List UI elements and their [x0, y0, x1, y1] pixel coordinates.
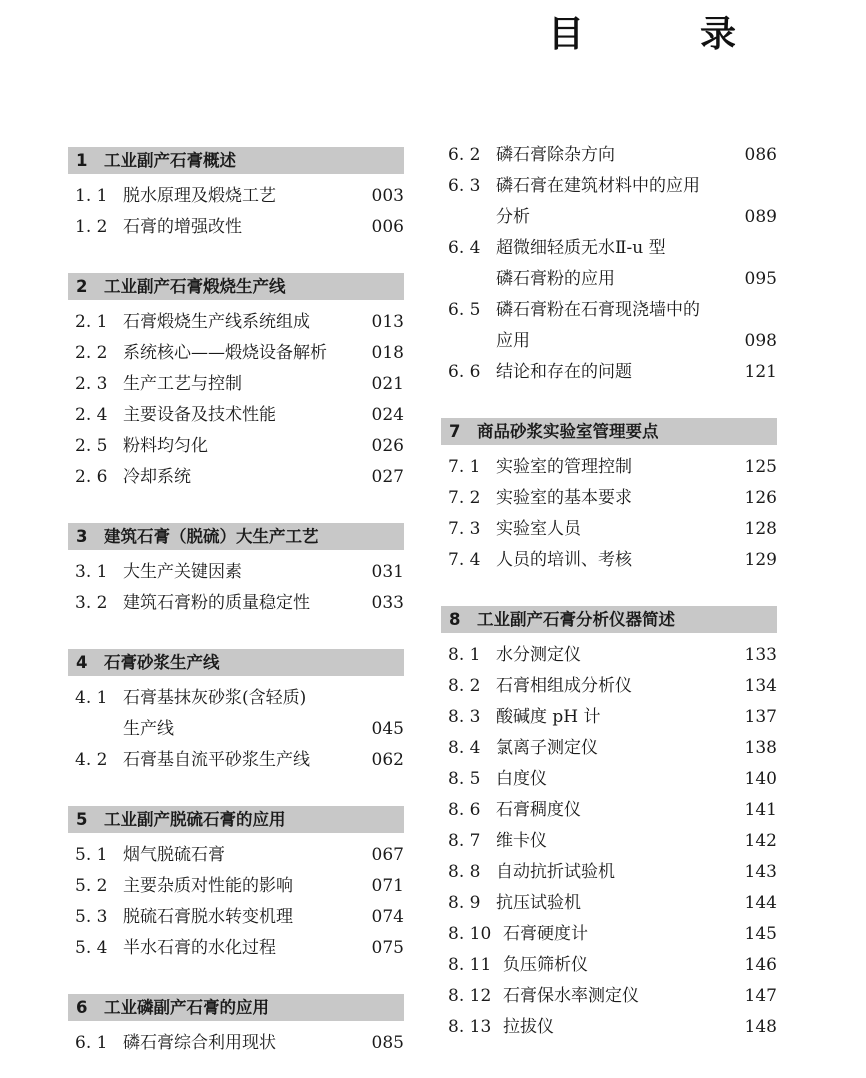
toc-entry[interactable] — [441, 171, 777, 233]
toc-entry[interactable] — [68, 181, 404, 212]
entry-number: 2. 3 — [75, 374, 108, 394]
entry-page-number: 062 — [371, 750, 404, 770]
entry-title: 磷石膏粉在石膏现浇墙中的 — [496, 300, 700, 320]
section-title: 工业磷副产石膏的应用 — [104, 998, 269, 1017]
entry-page-number: 006 — [371, 217, 404, 237]
entry-title: 磷石膏除杂方向 — [496, 145, 615, 165]
entry-title: 磷石膏在建筑材料中的应用 — [496, 176, 700, 196]
section-title: 工业副产石膏煅烧生产线 — [104, 277, 286, 296]
toc-entry[interactable] — [441, 733, 777, 764]
entry-number: 7. 3 — [448, 519, 481, 539]
entry-number: 3. 2 — [75, 593, 108, 613]
entry-title: 石膏保水率测定仪 — [503, 986, 639, 1006]
toc-entry[interactable] — [68, 745, 404, 776]
toc-entry[interactable] — [441, 233, 777, 295]
section-heading — [68, 273, 404, 300]
entry-title: 生产线 — [123, 719, 174, 739]
entry-page-number: 071 — [371, 876, 404, 896]
section-title: 商品砂浆实验室管理要点 — [477, 422, 659, 441]
entry-number: 2. 6 — [75, 467, 108, 487]
entry-number: 6. 2 — [448, 145, 481, 165]
entry-number: 8. 6 — [448, 800, 481, 820]
entry-title: 拉拔仪 — [503, 1017, 554, 1037]
toc-entry[interactable] — [441, 514, 777, 545]
entry-number: 8. 4 — [448, 738, 481, 758]
entry-number: 8. 12 — [448, 986, 492, 1006]
entry-number: 8. 9 — [448, 893, 481, 913]
toc-entry[interactable] — [441, 452, 777, 483]
entry-number: 8. 1 — [448, 645, 481, 665]
entry-page-number: 143 — [744, 862, 777, 882]
toc-entry[interactable] — [68, 212, 404, 243]
section-title: 工业副产石膏概述 — [104, 151, 236, 170]
entry-title: 脱水原理及煅烧工艺 — [123, 186, 276, 206]
section-number: 3 — [76, 527, 88, 546]
entry-title: 脱硫石膏脱水转变机理 — [123, 907, 293, 927]
toc-entry[interactable] — [441, 950, 777, 981]
entry-number: 6. 3 — [448, 176, 481, 196]
entry-page-number: 146 — [744, 955, 777, 975]
section-heading — [68, 523, 404, 550]
toc-entry[interactable] — [441, 671, 777, 702]
entry-page-number: 125 — [744, 457, 777, 477]
entry-title: 石膏相组成分析仪 — [496, 676, 632, 696]
toc-entry[interactable] — [68, 462, 404, 493]
entry-number: 4. 2 — [75, 750, 108, 770]
entry-page-number: 013 — [371, 312, 404, 332]
entry-page-number: 142 — [744, 831, 777, 851]
entry-page-number: 129 — [744, 550, 777, 570]
section-heading — [68, 806, 404, 833]
section-number: 5 — [76, 810, 88, 829]
entry-page-number: 095 — [744, 269, 777, 289]
entry-page-number: 033 — [371, 593, 404, 613]
entry-title: 分析 — [496, 207, 530, 227]
entry-title: 结论和存在的问题 — [496, 362, 632, 382]
entry-title: 石膏稠度仪 — [496, 800, 581, 820]
toc-entry[interactable] — [441, 483, 777, 514]
entry-title: 磷石膏粉的应用 — [496, 269, 615, 289]
section-title: 工业副产石膏分析仪器简述 — [477, 610, 675, 629]
entry-page-number: 147 — [744, 986, 777, 1006]
toc-entry[interactable] — [441, 826, 777, 857]
section-number: 7 — [449, 422, 461, 441]
entry-page-number: 140 — [744, 769, 777, 789]
entry-title: 大生产关键因素 — [123, 562, 242, 582]
toc-entry[interactable] — [68, 840, 404, 871]
entry-number: 5. 4 — [75, 938, 108, 958]
entry-number: 8. 3 — [448, 707, 481, 727]
entry-title: 主要杂质对性能的影响 — [123, 876, 293, 896]
entry-number: 6. 1 — [75, 1033, 108, 1053]
toc-entry[interactable] — [441, 1012, 777, 1043]
entry-number: 8. 11 — [448, 955, 492, 975]
entry-title: 烟气脱硫石膏 — [123, 845, 225, 865]
entry-number: 2. 1 — [75, 312, 108, 332]
entry-number: 8. 2 — [448, 676, 481, 696]
entry-page-number: 027 — [371, 467, 404, 487]
toc-entry[interactable] — [68, 1028, 404, 1059]
toc-entry[interactable] — [441, 295, 777, 357]
entry-number: 7. 1 — [448, 457, 481, 477]
entry-page-number: 138 — [744, 738, 777, 758]
toc-entry[interactable] — [68, 683, 404, 745]
entry-number: 6. 4 — [448, 238, 481, 258]
entry-number: 6. 6 — [448, 362, 481, 382]
toc-entry[interactable] — [441, 140, 777, 171]
section-heading — [68, 994, 404, 1021]
toc-entry[interactable] — [441, 919, 777, 950]
entry-title: 人员的培训、考核 — [496, 550, 632, 570]
section-heading — [68, 649, 404, 676]
entry-number: 5. 2 — [75, 876, 108, 896]
toc-entry[interactable] — [68, 338, 404, 369]
entry-title: 酸碱度 pH 计 — [496, 707, 601, 727]
entry-page-number: 018 — [371, 343, 404, 363]
entry-title: 生产工艺与控制 — [123, 374, 242, 394]
entry-page-number: 067 — [371, 845, 404, 865]
entry-number: 8. 8 — [448, 862, 481, 882]
toc-entry[interactable] — [441, 795, 777, 826]
entry-page-number: 085 — [371, 1033, 404, 1053]
toc-entry[interactable] — [441, 888, 777, 919]
entry-title: 磷石膏综合利用现状 — [123, 1033, 276, 1053]
entry-title: 主要设备及技术性能 — [123, 405, 276, 425]
entry-number: 1. 1 — [75, 186, 108, 206]
section-number: 4 — [76, 653, 88, 672]
toc-entry[interactable] — [68, 557, 404, 588]
toc-entry[interactable] — [441, 640, 777, 671]
toc-left-column — [68, 140, 404, 1059]
entry-page-number: 089 — [744, 207, 777, 227]
entry-number: 6. 5 — [448, 300, 481, 320]
entry-number: 8. 5 — [448, 769, 481, 789]
entry-title: 白度仪 — [496, 769, 547, 789]
section-number: 1 — [76, 151, 88, 170]
entry-number: 3. 1 — [75, 562, 108, 582]
page-title: 目 录 — [547, 14, 776, 55]
toc-entry[interactable] — [441, 545, 777, 576]
entry-number: 7. 2 — [448, 488, 481, 508]
entry-title: 石膏硬度计 — [503, 924, 588, 944]
entry-title: 氯离子测定仪 — [496, 738, 598, 758]
entry-title: 实验室的管理控制 — [496, 457, 632, 477]
toc-entry[interactable] — [441, 357, 777, 388]
entry-page-number: 086 — [744, 145, 777, 165]
entry-page-number: 024 — [371, 405, 404, 425]
entry-number: 1. 2 — [75, 217, 108, 237]
entry-number: 2. 5 — [75, 436, 108, 456]
toc-entry[interactable] — [68, 369, 404, 400]
entry-number: 8. 13 — [448, 1017, 492, 1037]
entry-title: 抗压试验机 — [496, 893, 581, 913]
entry-page-number: 075 — [371, 938, 404, 958]
entry-page-number: 003 — [371, 186, 404, 206]
toc-entry[interactable] — [68, 400, 404, 431]
entry-page-number: 126 — [744, 488, 777, 508]
entry-number: 8. 10 — [448, 924, 492, 944]
toc-entry[interactable] — [68, 431, 404, 462]
section-title: 建筑石膏（脱硫）大生产工艺 — [104, 527, 319, 546]
entry-number: 8. 7 — [448, 831, 481, 851]
toc-entry[interactable] — [68, 307, 404, 338]
entry-page-number: 134 — [744, 676, 777, 696]
entry-page-number: 128 — [744, 519, 777, 539]
entry-number: 4. 1 — [75, 688, 108, 708]
entry-title: 水分测定仪 — [496, 645, 581, 665]
entry-title: 实验室的基本要求 — [496, 488, 632, 508]
entry-title: 冷却系统 — [123, 467, 191, 487]
entry-title: 石膏基自流平砂浆生产线 — [123, 750, 310, 770]
section-number: 8 — [449, 610, 461, 629]
entry-number: 5. 3 — [75, 907, 108, 927]
entry-page-number: 031 — [371, 562, 404, 582]
entry-page-number: 021 — [371, 374, 404, 394]
entry-title: 粉料均匀化 — [123, 436, 208, 456]
toc-entry[interactable] — [441, 981, 777, 1012]
toc-entry[interactable] — [441, 857, 777, 888]
entry-title: 负压筛析仪 — [503, 955, 588, 975]
entry-title: 建筑石膏粉的质量稳定性 — [123, 593, 310, 613]
entry-title: 自动抗折试验机 — [496, 862, 615, 882]
entry-page-number: 141 — [744, 800, 777, 820]
entry-number: 2. 2 — [75, 343, 108, 363]
entry-page-number: 144 — [744, 893, 777, 913]
entry-title: 系统核心——煅烧设备解析 — [123, 343, 327, 363]
entry-page-number: 074 — [371, 907, 404, 927]
entry-number: 5. 1 — [75, 845, 108, 865]
toc-entry[interactable] — [68, 588, 404, 619]
toc-entry[interactable] — [441, 764, 777, 795]
toc-entry[interactable] — [68, 933, 404, 964]
entry-number: 7. 4 — [448, 550, 481, 570]
entry-page-number: 045 — [371, 719, 404, 739]
entry-page-number: 098 — [744, 331, 777, 351]
entry-page-number: 137 — [744, 707, 777, 727]
entry-title: 半水石膏的水化过程 — [123, 938, 276, 958]
toc-entry[interactable] — [441, 702, 777, 733]
entry-page-number: 133 — [744, 645, 777, 665]
toc-right-column — [441, 140, 777, 1043]
toc-entry[interactable] — [68, 871, 404, 902]
entry-number: 2. 4 — [75, 405, 108, 425]
section-heading — [441, 418, 777, 445]
entry-title: 维卡仪 — [496, 831, 547, 851]
entry-title: 石膏煅烧生产线系统组成 — [123, 312, 310, 332]
entry-page-number: 026 — [371, 436, 404, 456]
section-number: 2 — [76, 277, 88, 296]
section-heading — [441, 606, 777, 633]
entry-page-number: 121 — [744, 362, 777, 382]
entry-title: 实验室人员 — [496, 519, 581, 539]
section-number: 6 — [76, 998, 88, 1017]
toc-entry[interactable] — [68, 902, 404, 933]
entry-title: 应用 — [496, 331, 530, 351]
section-title: 工业副产脱硫石膏的应用 — [104, 810, 286, 829]
entry-title: 超微细轻质无水Ⅱ-u 型 — [496, 238, 666, 258]
section-heading — [68, 147, 404, 174]
entry-page-number: 148 — [744, 1017, 777, 1037]
entry-page-number: 145 — [744, 924, 777, 944]
entry-title: 石膏基抹灰砂浆(含轻质) — [123, 688, 307, 708]
section-title: 石膏砂浆生产线 — [104, 653, 220, 672]
entry-title: 石膏的增强改性 — [123, 217, 242, 237]
